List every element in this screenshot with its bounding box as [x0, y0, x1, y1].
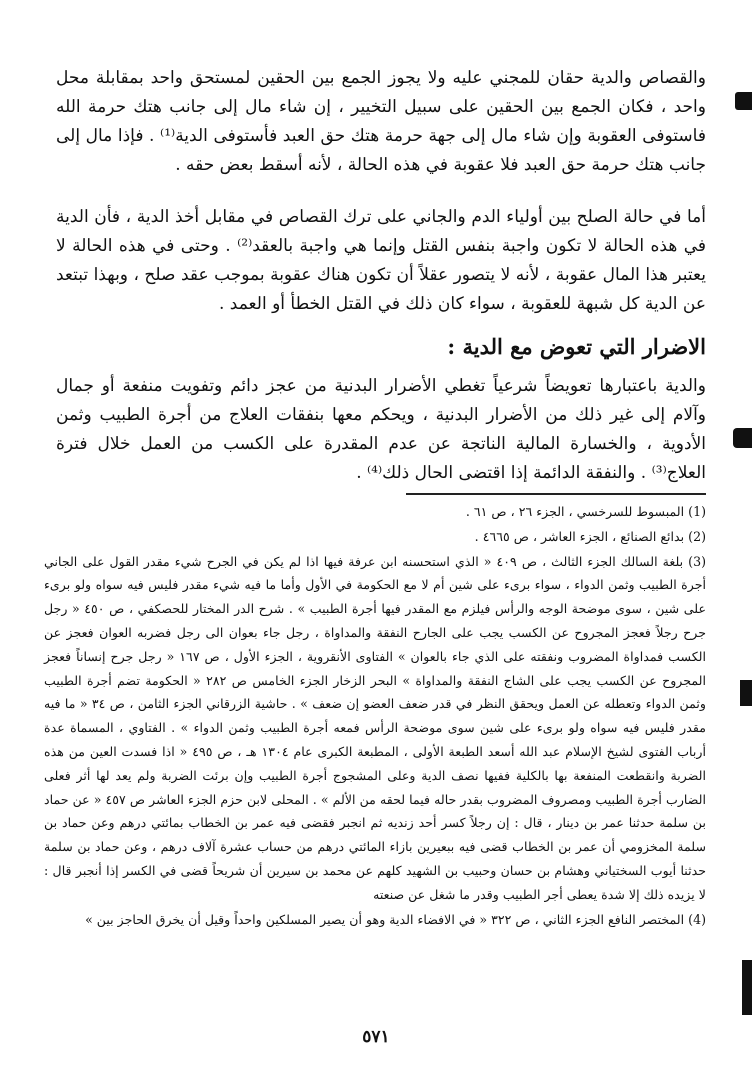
footnote-separator [406, 493, 706, 495]
section-heading: الاضرار التي تعوض مع الدية : [447, 334, 706, 359]
footnote-1: (1) المبسوط للسرخسي ، الجزء ٢٦ ، ص ٦١ . [465, 504, 706, 519]
scan-edge-mark [740, 680, 752, 706]
paragraph-damages: والدية باعتبارها تعويضاً شرعياً تغطي الأضرار البدنية من عجز دائم وتفويت منفعة أو جمال وآلام إلى غير ذلك من الأضرار البدنية ، ويحكم معها بنفقات العلاج من أجرة الطبيب وثمن الأدوية ، والخسارة المالية الناتجة عن عدم المقدرة على الكسب من العمل خلال فترة العلاج⁽³⁾ . والنفقة الدائمة إذا اقتضى الحال ذلك⁽⁴⁾ . [56, 376, 706, 483]
scan-edge-mark [742, 960, 752, 1015]
footnotes [44, 500, 706, 932]
scan-edge-mark [733, 428, 752, 448]
footnote-2: (2) بدائع الصنائع ، الجزء العاشر ، ص ٤٦٦٥ . [474, 528, 706, 544]
scan-edge-mark [735, 92, 752, 110]
footnote-4: (4) المختصر النافع الجزء الثاني ، ص ٣٢٢ « في الافضاء الدية وهو أن يصير المسلكين واحداً وقيل أن يخرق الحاجز بين » [85, 911, 706, 927]
paragraph-sulh: أما في حالة الصلح بين أولياء الدم والجاني على ترك القصاص في مقابل أخذ الدية ، فأن الدية في هذه الحالة لا تكون واجبة بنفس القتل وإنما هي واجبة بالعقد⁽²⁾ . وحتى في هذه الحالة لا يعتبر هذا المال عقوبة ، لأنه لا يتصور عقلاً أن تكون هناك عقوبة بموجب عقد صلح ، وبهذا تبتعد عن الدية كل شبهة للعقوبة ، سواء كان ذلك في القتل الخطأ أو العمد . [56, 207, 707, 314]
paragraph-qisas-diya: والقصاص والدية حقان للمجني عليه ولا يجوز الجمع بين الحقين لمستحق واحد بمقابلة محل واحد ، فكان الجمع بين الحقين على سبيل التخيير ، إن شاء مال إلى جانب هتك حرمة الله فاستوفى العقوبة وإن شاء مال إلى جهة حرمة هتك حق العبد فأستوفى الدية⁽¹⁾ . فإذا مال إلى جانب هتك حرمة حق العبد فلا عقوبة في هذه الحالة ، لأنه أسقط بعض حقه . [56, 68, 706, 175]
page-number: ٥٧١ [362, 1027, 390, 1047]
footnote-3: (3) بلغة السالك الجزء الثالث ، ص ٤٠٩ « الذي استحسنه ابن عرفة فيها اذا لم يكن في الجرح شيء مقدر القول على الجاني أجرة الطبيب وثمن الدواء ، سواء برىء على شين أم لا مع الحكومة في الأول وأما ما فيه شيء مقدر فليس فيه سواه ولو برىء على شين ، سوى موضحة الوجه والرأس فيلزم مع المقدر فيها أجرة الطبيب » . شرح الدر المختار للحصكفي ، ص ٤٥٠ « رجل جرح رجلاً فعجز المجروح عن الكسب يجب على الجارح النفقة والمداواة ، رجل جاء بعوان الى رجل فضربه العوان فعجز عن الكسب فمداواة المضروب ونفقته على الذي جاء بالعوان » الفتاوى الأنقروية ، الجزء الأول ، ص ١٦٧ « رجل جرح إنساناً فعجز المجروح عن الكسب يجب على الشاج النفقة والمداواة » البحر الزخار الجزء الخامس ص ٢٨٢ « الحكومة تضم أجرة الطبيب وثمن الدواء وتعطله عن العمل ويحقق النظر في قدر ضعف العضو إن ضعف » . حاشية الزرقاني الجزء الثامن ، ص ٣٤ « ما فيه مقدر فليس فيه سواه ولو برىء على شين سوى موضحة الرأس فمعه أجرة الطبيب وثمن الدواء » . الفتاوي ، المسماة عدة أرباب الفتوى لشيخ الإسلام عبد الله أسعد الطبعة الأولى ، المطبعة الكبرى عام ١٣٠٤ هـ ، ص ٤٩٥ « اذا فسدت العين من هذه الضربة وانقطعت المنفعة بها بالكلية ففيها نصف الدية وعلى المشجوج أجرة الطبيب وإن برئت الضربة ولم يعد لها أثر فعلى الضارب أجرة الطبيب ومصروف المضروب بقدر حاله فيما لحقه من الألم » . المحلى لابن حزم الجزء العاشر ص ٤٥٧ « عن حماد بن سلمة حدثنا عمر بن دينار ، قال : إن رجلاً كسر أحد زنديه ثم انجبر فقضى فيه عمر بن الخطاب بمائتي درهم وعن حماد بن سلمة المخزومي أن عمر بن الخطاب قضى فيه ببعيرين بازاء المائتي درهم من حساب عشرة آلاف درهم ، وعن حماد بن سلمة حدثنا أيوب السختياني وهشام بن حسان وحبيب بن الشهيد كلهم عن محمد بن سيرين أن شريحاً قضى في الكسر إذا أنجبر قال : لا يزيده ذلك إلا شدة يعطى أجر الطبيب وقدر ما شغل عن صنعته [44, 553, 707, 902]
